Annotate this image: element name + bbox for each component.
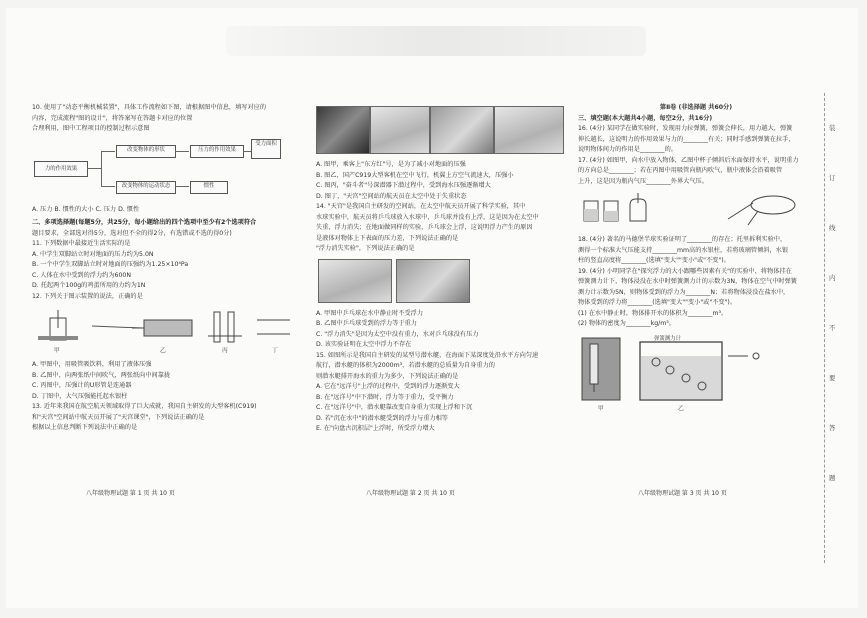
flow-box-top-right: 压力的作用效果 [190,145,244,158]
photo-water-ball-2 [396,259,470,303]
question-line: 13. 近年来我国在航空航天领域取得了巨大成就，我国自主研发的大型客机(C919) [32,403,257,410]
option-line: B. 乙图中，向两张纸中间吹气，两张纸向中间靠拢 [32,371,171,379]
option-line: D. 该实验证明在太空中浮力不存在 [316,341,412,348]
figure-label: 甲 [54,348,60,354]
section-heading: 三、填空题(本大题共4小题，每空2分，共16分) [578,114,713,122]
subquestion-line: (2) 物体的密度为________kg/m³。 [578,320,675,327]
photo-strip [316,106,564,156]
question-line: 16. (4分) 某同学在做实验时，发现用力拉弹簧，弹簧会伸长，用力越大，弹簧 [578,125,793,132]
binding-label: 要 [829,374,836,382]
option-line: A. 甲图中，用吸管吸饮料，利用了液体压强 [32,361,152,368]
question-line: 11. 下列数据中最接近生活实际的是 [32,240,131,247]
subquestion-line: (1) 在水中静止时，物体排开水的体积为________m³。 [578,309,728,317]
question-line: 15. 如图所示是我国自主研发的某型号潜水艇，在海面下某深度处沿水平方向匀速 [316,351,539,359]
question-line: 12. 下列关于图示装置的说法，正确的是 [32,292,143,300]
binding-label: 内 [829,274,836,282]
photo-aircraft [370,106,430,154]
flow-box-bottom-right: 惯性 [190,181,228,194]
binding-label: 答 [829,424,836,432]
text-line: 测得一个标准大气压能支持________mm高的水银柱，若将玻璃管倾斜，水银 [578,246,789,254]
page-footer-2: 八年级物理试题 第 2 页 共 10 页 [366,490,455,497]
option-line: C. 丙图中，压强计的U形管是连通器 [32,382,132,389]
option-line: A. 中学生双脚站立时对地面的压力约为5.0N [32,250,154,258]
text-line: 10. 使用了"动态平衡机械装置"，具体工作流程如下图，请根据图中信息，填写对应的 [32,104,267,111]
part-heading: 第Ⅱ卷 (非选择题 共60分) [659,104,733,111]
exam-sheet [6,8,858,608]
page-footer-3: 八年级物理试题 第 3 页 共 10 页 [638,490,727,497]
page-column-1 [32,103,294,434]
option-line: B. 在"远洋号"中下潜时，浮力等于重力，受平衡力 [316,393,454,401]
photo-space-station [494,106,564,154]
spring-scale-figure [578,334,814,414]
page-column-3 [578,103,814,418]
text-line: 航行，潜水艇的体积为2000m³，若潜水艇的总质量为自身重力的 [316,362,495,369]
text-line: 合理利用，图中工程项目的控制过程示意图 [32,125,150,132]
question-line: 17. (4分) 如图甲，向水中放入物体，乙图中杯子倾斜后水面保持水平，说明重力 [578,156,799,164]
cup-bottle-sketch [578,191,814,231]
question-line: 14. "天宫"是我国自主研发的空间站，在太空中航天员开展了科学实验，其中 [316,203,526,210]
text-line: 测力计示数为5N，则物体受到的浮力为________N；若将物体浸没在盐水中， [578,288,790,296]
text-line: 说明物体间力的作用是________的。 [578,146,677,153]
figure-label: 乙 [678,405,684,412]
text-line: A. 压力 B. 惯性的大小 C. 压力 D. 惯性 [32,205,140,213]
text-line: 伸长越长，这说明力的作用效果与力的________有关；同时手感到弹簧在拉手， [578,135,795,143]
page-column-2 [316,106,564,435]
binding-margin [824,93,847,563]
option-line: D. 若"沉在水中"的潜水艇受到的浮力与重力相等 [316,414,448,422]
binding-label: 装 [829,124,836,132]
text-line: 题目要求，全部选对得5分，选对但不全的得2分，有选错或不选的得0分) [32,229,232,237]
text-line: 和"天宫"空间站中航天员开展了"天宫课堂"，下列说法正确的是 [32,413,205,421]
option-line: E. 在"向盘古沉积层"上浮时，所受浮力增大 [316,425,435,432]
spring-scale-sketch [578,334,814,414]
cup-bottle-figure [578,191,814,231]
option-line: C. 人体在水中受到的浮力约为600N [32,271,131,279]
text-line: 水球实验中，航天员将乒乓球放入水球中，乒乓球并没有上浮，这是因为在太空中 [316,213,539,221]
option-line: A. 图甲，乘客上"东方红"号，是为了减小对地面的压强 [316,161,466,168]
flow-box-top-far: 受力面积 [251,139,281,159]
option-line: D. 图丁，"天宫"空间站的航天员在太空中处于失重状态 [316,192,467,200]
text-line: "浮力消失实验"，下列说法正确的是 [316,245,415,252]
flow-box-bottom-mid: 改变物体的运动状态 [116,181,176,194]
flow-box-left: 力的作用效果 [34,161,88,177]
text-line: 柱的竖直高度将________(选填"变大""变小"或"不变")。 [578,257,730,264]
option-line: B. 一个中学生双脚站立时对地面的压强约为1.25×10⁴Pa [32,261,189,268]
section-heading: 二、多项选择题(每题5分，共25分，每小题给出的四个选项中至少有2个选项符合 [32,219,257,226]
photo-submersible [430,106,494,154]
binding-label: 线 [829,224,836,232]
apparatus-figure [32,306,294,356]
option-line: C. 在"远洋号"中，潜水艇靠改变自身重力实现上浮和下沉 [316,404,473,411]
photo-tractor [316,106,370,154]
text-line: 的方向总是________；若在丙图中用吸管向瓶内吹气，瓶中液体会沿着吸管 [578,167,783,174]
flowchart-figure [32,139,294,201]
option-line: D. 丁图中，大气压强能托起水银柱 [32,392,128,400]
figure-label: 丙 [222,348,228,354]
binding-label: 订 [829,174,836,182]
option-line: A. 它在"远洋号"上浮的过程中，受到的浮力逐渐变大 [316,383,460,390]
text-line: 则潜水艇排开海水的重力为多少，下列说法正确的是 [316,372,459,380]
question-line: 18. (4分) 著名的马德堡半球实验证明了________的存在；托里拆利实验中， [578,236,787,243]
text-line: 物体受到的浮力将________(选填"变大""变小"或"不变")。 [578,299,737,306]
text-line: 失重，浮力消失；在地面做同样的实验，乒乓球会上浮，这说明浮力产生的原因 [316,224,533,231]
text-line: 内容，完成流程"图的设计"，将答案写在答题卡对应的位置 [32,114,193,122]
figure-label: 弹簧测力计 [654,335,681,342]
option-line: C. 图丙，"奋斗者"号深潜器下潜过程中，受到海水压强逐渐增大 [316,182,491,189]
figure-label: 丁 [272,348,278,354]
page-footer-1: 八年级物理试题 第 1 页 共 10 页 [86,490,175,497]
text-line: 上升，这是因为瓶内气压________外界大气压。 [578,177,708,185]
photo-water-ball-1 [318,259,392,303]
text-line: 弹簧测力计下，物体浸没在水中时弹簧测力计的示数为3N，物体在空气中时弹簧 [578,278,797,285]
text-line: 是液体对物体上下表面的压力差，下列说法正确的是 [316,234,459,242]
option-line: B. 图乙，国产C919大型客机在空中飞行，机翼上方空气流速大，压强小 [316,171,514,179]
blurred-header [226,26,646,56]
option-line: D. 托起两个100g的鸡蛋所用的力约为1N [32,282,146,289]
option-line: C. "浮力消失"是因为太空中没有重力，水对乒乓球没有压力 [316,330,479,338]
figure-label: 乙 [160,348,166,354]
option-line: A. 甲图中乒乓球在水中静止时不受浮力 [316,309,424,317]
question-line: 19. (4分) 小明同学在"探究浮力的大小跟哪些因素有关"的实验中，将物体挂在 [578,267,792,275]
binding-label: 不 [829,324,836,332]
flow-box-top-mid: 改变物体的形状 [116,145,176,158]
water-ball-photos [316,259,564,305]
text-line: 根据以上信息判断下列说法中正确的是 [32,424,138,431]
figure-label: 甲 [598,405,604,412]
option-line: B. 乙图中乒乓球受到的浮力等于重力 [316,320,417,327]
binding-label: 题 [829,474,836,482]
